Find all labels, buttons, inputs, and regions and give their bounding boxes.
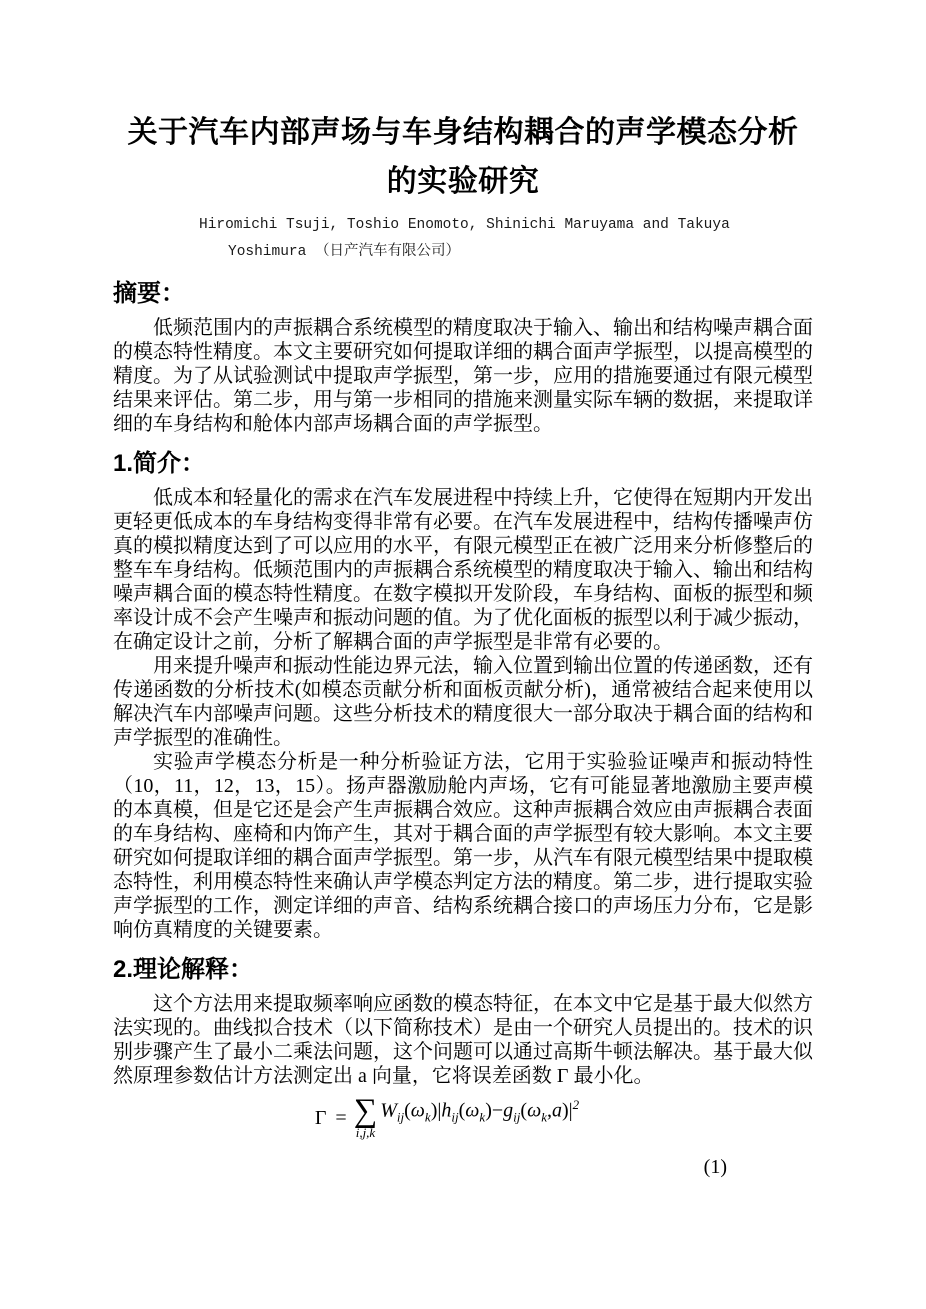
equation-1 — [97, 1093, 797, 1140]
term-g-sub: ij — [513, 1109, 521, 1125]
omega-1-sub: k — [424, 1109, 431, 1125]
omega-3: ω — [527, 1099, 542, 1122]
paren-open-3: ( — [520, 1099, 528, 1122]
term-g: g — [503, 1099, 514, 1122]
section1-paragraph-3: 实验声学模态分析是一种分析验证方法，它用于实验验证噪声和振动特性（10，11，12，13，15）。扬声器激励舱内声场，它有可能显著地激励主要声模的本真模，但是它还是会产生声振耦合效应。这种声振耦合效应由声振耦合表面的车身结构、座椅和内饰产生，其对于耦合面的声学振型有较大影响。本文主要研究如何提取详细的耦合面声学振型。第一步，从汽车有限元模型结果中提取模态特性，利用模态特性来确认声学模态判定方法的精度。第二步，进行提取实验声学振型的工作，测定详细的声音、结构系统耦合接口的声场压力分布，它是影响仿真精度的关键要素。 — [113, 751, 813, 941]
paper-title-line1: 关于汽车内部声场与车身结构耦合的声学模态分析 — [127, 116, 799, 149]
omega-2-sub: k — [479, 1109, 486, 1125]
paren-open-2: ( — [458, 1099, 466, 1122]
paren-close-2: ) — [485, 1099, 492, 1122]
section1-paragraph-1: 低成本和轻量化的需求在汽车发展进程中持续上升，它使得在短期内开发出更轻更低成本的车身结构变得非常有必要。在汽车发展进程中，结构传播噪声仿真的模拟精度达到了可以应用的水平，有限元模型正在被广泛用来分析修整后的整车车身结构。低频范围内的声振耦合系统模型的精度取决于输入、输出和结构噪声耦合面的模态特性精度。在数字模拟开发阶段，车身结构、面板的振型和频率设计成不会产生噪声和振动问题的值。为了优化面板的振型以利于减少振动，在确定设计之前，分析了解耦合面的声学振型是非常有必要的。 — [113, 487, 813, 653]
term-w: W — [380, 1099, 397, 1122]
author-block — [113, 212, 813, 266]
equation-number: (1) — [703, 1156, 727, 1178]
term-w-sub: ij — [396, 1109, 405, 1125]
exponent: 2 — [572, 1096, 580, 1112]
omega-1: ω — [410, 1099, 425, 1122]
author-line-1: Hiromichi Tsuji, Toshio Enomoto, Shinichi Maruyama and Takuya — [199, 217, 730, 233]
abstract-paragraph: 低频范围内的声振耦合系统模型的精度取决于输入、输出和结构噪声耦合面的模态特性精度。本文主要研究如何提取详细的耦合面声学振型，以提高模型的精度。为了从试验测试中提取声学振型，第一步，应用的措施要通过有限元模型结果来评估。第二步，用与第一步相同的措施来测量实际车辆的数据，来提取详细的车身结构和舱体内部声场耦合面的声学振型。 — [113, 317, 813, 435]
term-a: a — [551, 1099, 562, 1122]
summation-symbol — [353, 1093, 378, 1140]
term-h-sub: ij — [451, 1109, 459, 1125]
author-line-2: Yoshimura （日产汽车有限公司） — [228, 244, 461, 260]
paper-title-line2: 的实验研究 — [386, 165, 540, 198]
paren-open-1: ( — [404, 1099, 411, 1122]
section2-heading: 2.理论解释： — [113, 956, 254, 983]
paper-title — [113, 0, 813, 206]
minus-sign: − — [491, 1099, 504, 1122]
paren-close-1: ) — [430, 1099, 438, 1122]
abs-bar-close: | — [568, 1099, 573, 1122]
section2-paragraph-1: 这个方法用来提取频率响应函数的模态特征，在本文中它是基于最大似然方法实现的。曲线拟合技术（以下简称技术）是由一个研究人员提出的。技术的识别步骤产生了最小二乘法问题，这个问题可以通过高斯牛顿法解决。基于最大似然原理参数估计方法测定出 a 向量，它将误差函数 Γ 最小化。 — [113, 993, 813, 1087]
equation-expression — [380, 1097, 579, 1140]
abs-bar-open: | — [437, 1099, 442, 1122]
section1-paragraph-2: 用来提升噪声和振动性能边界元法，输入位置到输出位置的传递函数，还有传递函数的分析技术(如模态贡献分析和面板贡献分析)，通常被结合起来使用以解决汽车内部噪声问题。这些分析技术的精度很大一部分取决于耦合面的结构和声学振型的准确性。 — [113, 655, 813, 749]
term-h: h — [441, 1099, 452, 1122]
sigma-subscript: i,j,k — [355, 1125, 376, 1140]
paren-close-3: ) — [561, 1099, 569, 1122]
comma-separator: , — [546, 1099, 552, 1122]
equation-lhs: Γ = — [314, 1106, 349, 1129]
section1-heading: 1.简介： — [113, 450, 206, 477]
sigma-glyph: ∑ — [353, 1093, 378, 1129]
omega-2: ω — [465, 1099, 480, 1122]
omega-3-sub: k — [541, 1109, 547, 1125]
abstract-heading: 摘要： — [113, 280, 185, 307]
